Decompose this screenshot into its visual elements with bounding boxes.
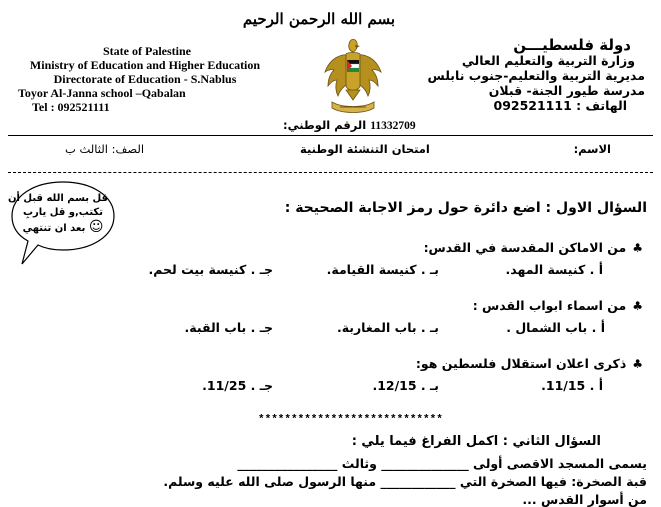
q1-item-1-option-c[interactable]: جـ . كنيسة بيت لحم. [148,262,273,277]
reminder-speech-bubble [8,178,118,270]
q1-item-3-option-c[interactable]: جـ . 11/25. [202,378,273,393]
q1-title: السؤال الاول : اضع دائرة حول رمز الاجابة الصحيحة : [284,200,647,216]
en-line-tel: Tel : 092521111 [32,100,110,114]
q1-item-2-option-a[interactable]: أ . باب الشمال . [506,320,605,335]
english-header [10,44,280,114]
bubble-text [7,192,108,236]
q1-item-1-question [424,240,643,255]
en-line-school: Toyor Al-Janna school –Qabalan [18,86,186,100]
ar-line-phone: الهاتف : 092521111 [493,98,627,113]
national-number [283,118,423,132]
q1-item-1-text: من الاماكن المقدسة في القدس: [423,240,627,255]
bubble-line-1: قل بسم الله قبل أن [7,193,108,204]
en-line-directorate: Directorate of Education - S.Nablus [53,72,237,86]
q2-title: السؤال الثاني : اكمل الفراغ فيما يلي : [351,434,601,449]
en-line-ministry: Ministry of Education and Higher Education [29,58,261,72]
class-label: الصف: الثالث ب [65,142,145,156]
smiley-icon: ☺ [88,219,104,235]
en-line-state: State of Palestine [103,44,191,58]
basmala: بسم الله الرحمن الرحيم [242,10,395,28]
ar-line-state: دولة فلسطيـــن [513,36,631,54]
bubble-line-3-text: بعد ان تنتهي [22,223,86,234]
club-bullet-icon: ♣ [632,241,643,255]
q2-line-1[interactable]: يسمى المسجد الاقصى أولى ______________ وثالث ________________ [237,456,647,471]
ar-line-directorate: مديرية التربية والتعليم-جنوب نابلس [427,68,645,83]
q2-line-3[interactable]: من أسوار القدس ... [522,492,647,507]
club-bullet-icon: ♣ [632,299,643,313]
palestine-emblem-logo [322,34,384,116]
info-divider [8,172,653,173]
header-divider [8,135,653,136]
star-separator: **************************** [258,414,443,426]
q1-item-2-question [473,298,643,313]
club-bullet-icon: ♣ [632,357,643,371]
q1-item-1-option-b[interactable]: بـ . كنيسة القيامة. [326,262,439,277]
q1-item-3-text: ذكرى اعلان استقلال فلسطين هو: [415,356,627,371]
arabic-header [419,38,649,113]
q1-item-2-text: من اسماء ابواب القدس : [472,298,627,313]
student-name-label: الاسم: [573,142,611,156]
q1-item-2-option-b[interactable]: بـ . باب المغاربة. [336,320,439,335]
q1-item-3-question [416,356,643,371]
national-number-value: 11332709 [370,120,416,132]
q2-line-2[interactable]: قبة الصخرة: فيها الصخرة التي ____________ منها الرسول صلى الله عليه وسلم. [163,474,647,489]
q1-item-2-option-c[interactable]: جـ . باب القبة. [184,320,273,335]
q1-item-3-option-b[interactable]: بـ . 12/15. [372,378,439,393]
q1-item-1-option-a[interactable]: أ . كنيسة المهد. [505,262,603,277]
q1-item-3-option-a[interactable]: أ . 11/15. [541,378,603,393]
ar-line-school: مدرسة طيور الجنة- قبلان [488,83,645,98]
bubble-line-2: تكتب,و قل ياربِ [22,207,103,218]
bubble-line-3 [18,220,108,236]
national-number-label: الرقم الوطني: [283,118,367,132]
exam-title: امتحان التنشئة الوطنية [300,142,430,156]
ar-line-ministry: وزارة التربية والتعليم العالي [461,53,635,68]
